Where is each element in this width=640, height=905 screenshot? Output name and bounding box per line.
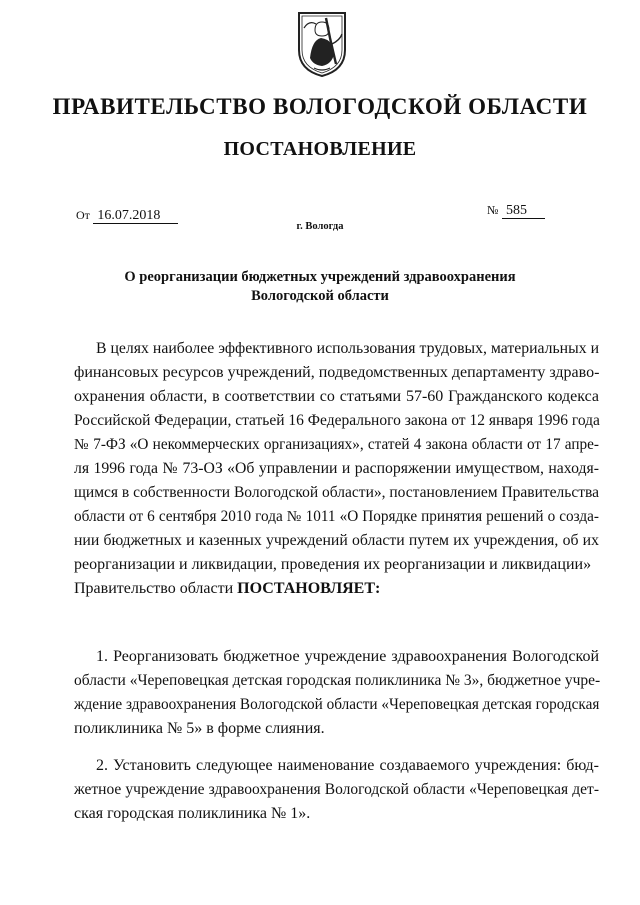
document-date: 16.07.2018 (93, 209, 178, 224)
text-line: В целях наиболее эффективного использования трудовых, материальных и (96, 340, 599, 357)
text-line: 2. Установить следующее наименование создаваемого учреждения: бюд- (96, 757, 599, 774)
date-prefix: От (76, 208, 90, 222)
text-line: ждение здравоохранения Вологодской области «Череповецкая детская городская (74, 696, 600, 713)
text-line: № 7-ФЗ «О некоммерческих организациях», статей 4 закона области от 17 апре- (74, 436, 599, 453)
city-name: г. Вологда (296, 221, 344, 232)
number-prefix: № (487, 203, 499, 217)
text-line: ля 1996 года № 73-ОЗ «Об управлении и распоряжении имуществом, находя- (74, 460, 599, 477)
number-block (487, 203, 545, 219)
text-line: области «Череповецкая детская городская поликлиника № 3», бюджетное учре- (74, 672, 601, 689)
document-type-title: ПОСТАНОВЛЕНИЕ (223, 138, 417, 160)
document-number: 585 (502, 204, 545, 219)
government-title: ПРАВИТЕЛЬСТВО ВОЛОГОДСКОЙ ОБЛАСТИ (52, 94, 588, 119)
text-line: нии бюджетных и казенных учреждений области путем их учреждения, об их (74, 532, 599, 549)
subject-line: Вологодской области (251, 288, 389, 304)
text-line: реорганизации и ликвидации, проведения их реорганизации и ликвидации» (74, 556, 592, 573)
preamble-paragraph (74, 337, 599, 601)
item-1-paragraph (74, 645, 599, 741)
resolution-keyword: ПОСТАНОВЛЯЕТ: (237, 580, 381, 597)
text-line: Российской Федерации, статьей 16 Федерального закона от 12 января 1996 года (74, 412, 600, 429)
text-line: щимся в собственности Вологодской области», постановлением Правительства (74, 484, 599, 501)
subject-line: О реорганизации бюджетных учреждений здравоохранения (124, 269, 516, 285)
text-line: охранения области, в соответствии со статьями 57-60 Гражданского кодекса (74, 388, 599, 405)
text-line: ская городская поликлиника № 1». (74, 805, 311, 822)
text-line: 1. Реорганизовать бюджетное учреждение здравоохранения Вологодской (96, 648, 599, 665)
text-line: области от 6 сентября 2010 года № 1011 «О Порядке принятия решений о созда- (74, 508, 599, 525)
coat-of-arms-emblem (296, 10, 348, 78)
document-subject (0, 268, 640, 306)
resolution-line (74, 577, 599, 601)
text-line: поликлиника № 5» в форме слияния. (74, 720, 325, 737)
resolution-text: Правительство области (74, 580, 238, 597)
item-2-paragraph (74, 754, 599, 826)
text-line: жетное учреждение здравоохранения Вологодской области «Череповецкая дет- (74, 781, 599, 798)
text-line: финансовых ресурсов учреждений, подведомственных департаменту здраво- (74, 364, 600, 381)
